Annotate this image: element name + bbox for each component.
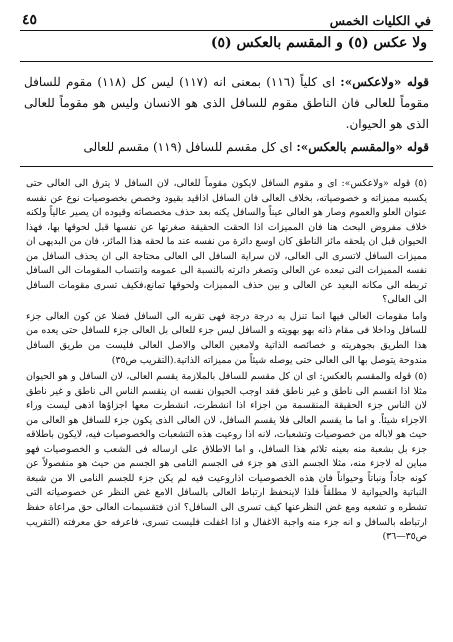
running-header [16,12,437,30]
main-paragraph-2 [24,137,429,158]
section-title: ولا عكس (٥) و المقسم بالعكس (٥) [210,35,427,51]
footnote-paragraph: (٥) قوله «ولاعكس»: اى و مقوم السافل لايكون مقوماً للعالى، لان السافل لا يترق الى العالى حتى يكسبه مميزاته و خصوصياته، بخلاف العالى فان السافل اذاقيد بقيود وخصص بخصوصيات نوع عن نفسه عنوان العلو والعموم وصار هو العالى عيناً والسافل يكنه بعد حذف مخصصاته وقيوده ان يصير عالياً ولكنه خلاف مفروض البحث هنا فان المميزات اذا الحقت الحقيقة صغرتها عن نفسها قبل لحوقها بها، فهذا الحيوان قبل ان يلحقه مائز الناطق كان اوسع دائرة من نفسه عند ما لحقه هذا المائز، فان من البديهى ان مميزات السافل لاتسرى الى العالى، لان سراية السافل الى العالى محتاجة الى ان يحذف السافل من نفسه المميزات التى تبعده عن العالى وتصغر دائرته بالنسبة الى عمومه وانتساب المقومات الى السافل تربطه الى مكانه البعيد عن العالى و بين حذف المميزات ولحوقها تمانع،فكيف تسرى مقومات السافل الى العالى؟ [26,178,427,306]
running-title: في الكليات الخمس [329,13,431,28]
main-lead-1: قوله «ولاعكس»: [340,75,430,89]
page-number: ٤٥ [22,12,38,28]
footnote-paragraph: واما مقومات العالى فيها انما تنزل به درجة درجة فهى تقربه الى السافل فضلا عن كون العالى جزء للسافل وداخلا فى مقام ذاته بهو بهويته و السافل ليس جزء للعالى بل العالى جزء للسافل حتى يعده من هذا الطريق بجوهريته و خصائصه الذاتية ولامعين العالى والاصل العالى فليست من طريق السافل مندوحة يتوصل بها الى العالى حتى يوصله شيئاً من مميزاته الذاتية.(التقريب ص٣٥) [26,310,427,366]
main-text-1: اى كلياً (١١٦) بمعنى انه (١١٧) ليس كل (١١٨) مقوم للسافل مقوماً للعالى فان الناطق مقوم للسافل الذى هو الانسان وليس هو مقوماً للعالى الذى هو الحيوان. [24,75,429,131]
footnotes [16,167,437,545]
footnote-paragraph: (٥) قوله والمقسم بالعكس: اى ان كل مقسم للسافل بالملازمة يقسم العالى، لان السافل و هو الحيوان مثلا اذا انقسم الى ناطق و غير ناطق فقد اوجب الحيوان نفسه ان ينقسم الناس الى ناطق و غير ناطق لان الناس جزء الحقيقة المنقسمة من اجزاء اذا انشطرت، انشطرت معها اجزاؤها اذهى ليست وراء الاجزاء شيئاً. و اما ما يقسم العالى فلا يقسم السافل، لان العالى الذى يكون جزء للسافل هو العالى من حيث هو لاباله من خصوصيات وتشعبات، لانه اذا روعيت هذه التشعبات والخصوصيات فيه، لايكون باطلاقه جزء بل بشعبة منه بعينه تلائم هذا السافل، و اما الاطلاق على ارساله فى الشعب و الخصوصيات فهو مباين له لاجزء منه، مثلا الجسم الذى هو جزء فى الجسم النامى هو الجسم من حيث هو منفصولاً عن كونه جاداً ونباتاً وحيواناً فان هذه الخصوصيات اذاروعيت فيه لم يكن جزء للجسم النامى الا من شبعة النباتية والحيوانية لا مطلقاً فلذا لاينحفظ ارتباط العالى بالسافل الامع غض النظر عن خصوصياته التى تشطره و تشعبه ومع غض النظرعنها كيف تسرى الى السافل؟ اذن فتقسيمات العالى حق مراعاة حفظ ارتباطه بالسافل و انه جزء منه واجبة الاغفال و اذا اغفلت فليست تسرى، فاعرفه حق معرفته (التقريب ص٣٥—٣٦) [26,371,427,543]
main-text [16,62,437,166]
main-paragraph-1 [24,72,429,135]
main-lead-2: قوله «والمقسم بالعكس»: [296,140,429,154]
main-text-2: اى كل مقسم للسافل (١١٩) مقسم للعالى [83,140,293,154]
